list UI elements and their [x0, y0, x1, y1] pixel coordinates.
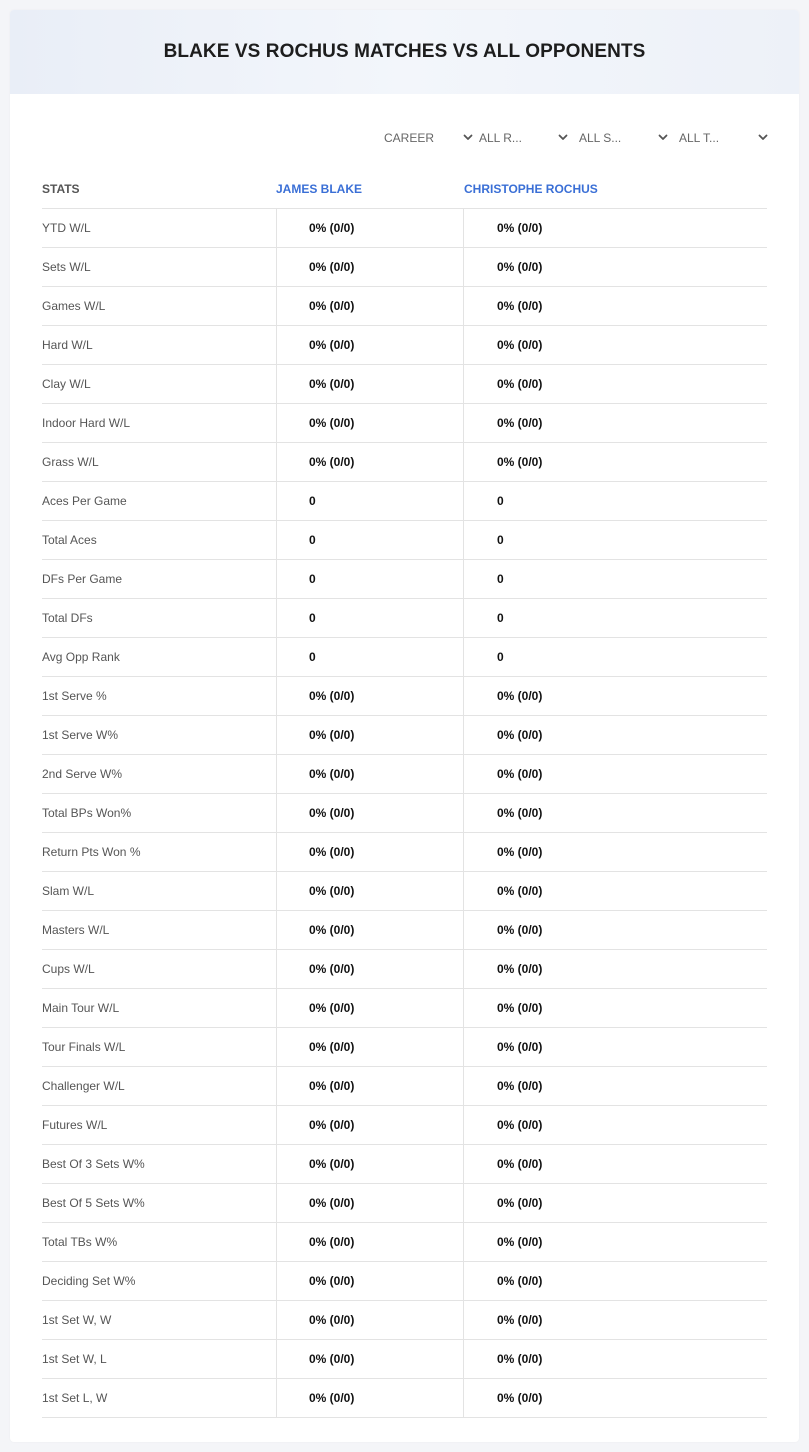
- table-row: [42, 989, 767, 1028]
- stat-label: Masters W/L: [42, 923, 110, 937]
- stats-card: [10, 10, 799, 1442]
- player2-value: 0: [463, 599, 767, 637]
- player2-value: 0% (0/0): [463, 1262, 767, 1300]
- player2-value: 0% (0/0): [463, 287, 767, 325]
- player2-value: 0% (0/0): [463, 1223, 767, 1261]
- player1-value: 0% (0/0): [276, 794, 463, 832]
- player1-value: 0% (0/0): [276, 1184, 463, 1222]
- surfaces-select-value: ALL S...: [579, 131, 622, 145]
- stat-label: Slam W/L: [42, 884, 95, 898]
- tournaments-select-value: ALL T...: [679, 131, 720, 145]
- table-row: [42, 833, 767, 872]
- player1-value: 0% (0/0): [276, 443, 463, 481]
- player2-value: 0% (0/0): [463, 794, 767, 832]
- player1-value: 0% (0/0): [276, 677, 463, 715]
- player1-value: 0% (0/0): [276, 911, 463, 949]
- stat-label: 1st Serve W%: [42, 728, 119, 742]
- stat-label: 1st Set W, W: [42, 1313, 112, 1327]
- tournaments-select[interactable]: [679, 128, 769, 148]
- rounds-select-value: ALL R...: [479, 131, 522, 145]
- player2-value: 0: [463, 560, 767, 598]
- player2-value: 0% (0/0): [463, 872, 767, 910]
- table-row: [42, 443, 767, 482]
- table-row: [42, 1067, 767, 1106]
- table-row: [42, 209, 767, 248]
- player1-value: 0% (0/0): [276, 755, 463, 793]
- table-row: [42, 365, 767, 404]
- table-row: [42, 1106, 767, 1145]
- chevron-down-icon: [657, 131, 669, 143]
- player1-value: 0: [276, 482, 463, 520]
- player1-value: 0% (0/0): [276, 1340, 463, 1378]
- stat-label: Challenger W/L: [42, 1079, 125, 1093]
- player1-value: 0% (0/0): [276, 1067, 463, 1105]
- table-row: [42, 248, 767, 287]
- stat-label: Hard W/L: [42, 338, 93, 352]
- player1-value: 0% (0/0): [276, 1028, 463, 1066]
- player1-value: 0% (0/0): [276, 326, 463, 364]
- table-row: [42, 287, 767, 326]
- player2-value: 0% (0/0): [463, 326, 767, 364]
- stat-label: Deciding Set W%: [42, 1274, 136, 1288]
- player1-value: 0% (0/0): [276, 1145, 463, 1183]
- stat-label: Total DFs: [42, 611, 93, 625]
- stat-label: Grass W/L: [42, 455, 99, 469]
- table-row: [42, 716, 767, 755]
- player2-value: 0: [463, 482, 767, 520]
- stat-label: Total BPs Won%: [42, 806, 132, 820]
- table-row: [42, 1223, 767, 1262]
- table-row: [42, 677, 767, 716]
- stat-label: Return Pts Won %: [42, 845, 141, 859]
- player1-value: 0% (0/0): [276, 716, 463, 754]
- player1-value: 0% (0/0): [276, 365, 463, 403]
- stat-label: Main Tour W/L: [42, 1001, 120, 1015]
- stat-label: Total Aces: [42, 533, 97, 547]
- player1-value: 0% (0/0): [276, 287, 463, 325]
- player1-value: 0% (0/0): [276, 872, 463, 910]
- player2-value: 0% (0/0): [463, 209, 767, 247]
- player1-value: 0% (0/0): [276, 1262, 463, 1300]
- player2-value: 0% (0/0): [463, 1301, 767, 1339]
- stat-label: YTD W/L: [42, 221, 91, 235]
- page-title: BLAKE VS ROCHUS MATCHES VS ALL OPPONENTS: [163, 41, 646, 62]
- player1-value: 0: [276, 560, 463, 598]
- player2-value: 0% (0/0): [463, 1067, 767, 1105]
- stat-label: 1st Set L, W: [42, 1391, 108, 1405]
- player2-value: 0% (0/0): [463, 716, 767, 754]
- player1-value: 0% (0/0): [276, 248, 463, 286]
- player2-value: 0% (0/0): [463, 1184, 767, 1222]
- stat-label: Games W/L: [42, 299, 106, 313]
- stats-table-body: [42, 208, 767, 1418]
- chevron-down-icon: [557, 131, 569, 143]
- table-row: [42, 794, 767, 833]
- player2-value: 0% (0/0): [463, 443, 767, 481]
- player1-value: 0% (0/0): [276, 989, 463, 1027]
- stat-label: 2nd Serve W%: [42, 767, 123, 781]
- table-row: [42, 482, 767, 521]
- table-row: [42, 560, 767, 599]
- table-row: [42, 638, 767, 677]
- stat-label: Aces Per Game: [42, 494, 127, 508]
- chevron-down-icon: [757, 131, 769, 143]
- table-row: [42, 950, 767, 989]
- period-select[interactable]: [384, 128, 474, 148]
- table-row: [42, 1262, 767, 1301]
- stat-label: 1st Serve %: [42, 689, 107, 703]
- table-row: [42, 1145, 767, 1184]
- chevron-down-icon: [462, 131, 474, 143]
- player2-value: 0% (0/0): [463, 950, 767, 988]
- stat-label: DFs Per Game: [42, 572, 123, 586]
- table-row: [42, 911, 767, 950]
- table-row: [42, 1301, 767, 1340]
- player1-value: 0% (0/0): [276, 209, 463, 247]
- stat-label: Avg Opp Rank: [42, 650, 120, 664]
- player1-value: 0: [276, 599, 463, 637]
- player2-value: 0% (0/0): [463, 911, 767, 949]
- player2-value: 0% (0/0): [463, 248, 767, 286]
- stat-label: Sets W/L: [42, 260, 91, 274]
- player1-value: 0% (0/0): [276, 1301, 463, 1339]
- player2-value: 0% (0/0): [463, 365, 767, 403]
- table-row: [42, 1028, 767, 1067]
- player2-value: 0% (0/0): [463, 989, 767, 1027]
- player1-value: 0: [276, 521, 463, 559]
- stat-label: Best Of 5 Sets W%: [42, 1196, 145, 1210]
- table-row: [42, 872, 767, 911]
- player2-value: 0% (0/0): [463, 1145, 767, 1183]
- player1-value: 0% (0/0): [276, 1223, 463, 1261]
- stat-label: Clay W/L: [42, 377, 91, 391]
- stats-column-header: STATS: [42, 182, 80, 196]
- player2-value: 0% (0/0): [463, 1379, 767, 1417]
- table-row: [42, 599, 767, 638]
- table-header: [42, 170, 767, 208]
- player2-value: 0: [463, 638, 767, 676]
- player2-value: 0: [463, 521, 767, 559]
- player1-value: 0: [276, 638, 463, 676]
- table-row: [42, 755, 767, 794]
- stat-label: Tour Finals W/L: [42, 1040, 126, 1054]
- player2-value: 0% (0/0): [463, 833, 767, 871]
- table-row: [42, 521, 767, 560]
- player2-value: 0% (0/0): [463, 404, 767, 442]
- player2-column-header[interactable]: CHRISTOPHE ROCHUS: [464, 182, 598, 196]
- filter-bar: [382, 128, 772, 148]
- player2-value: 0% (0/0): [463, 1106, 767, 1144]
- rounds-select[interactable]: [479, 128, 569, 148]
- surfaces-select[interactable]: [579, 128, 669, 148]
- player1-value: 0% (0/0): [276, 833, 463, 871]
- player1-value: 0% (0/0): [276, 1106, 463, 1144]
- table-row: [42, 1340, 767, 1379]
- table-row: [42, 404, 767, 443]
- player1-value: 0% (0/0): [276, 404, 463, 442]
- table-row: [42, 1184, 767, 1223]
- player2-value: 0% (0/0): [463, 677, 767, 715]
- table-row: [42, 326, 767, 365]
- player2-value: 0% (0/0): [463, 755, 767, 793]
- stat-label: Indoor Hard W/L: [42, 416, 131, 430]
- period-select-value: CAREER: [384, 131, 435, 145]
- player2-value: 0% (0/0): [463, 1028, 767, 1066]
- table-row: [42, 1379, 767, 1418]
- card-header: [10, 10, 799, 94]
- stat-label: Total TBs W%: [42, 1235, 118, 1249]
- stat-label: 1st Set W, L: [42, 1352, 107, 1366]
- player2-value: 0% (0/0): [463, 1340, 767, 1378]
- player1-value: 0% (0/0): [276, 1379, 463, 1417]
- stat-label: Cups W/L: [42, 962, 95, 976]
- stat-label: Futures W/L: [42, 1118, 108, 1132]
- player1-value: 0% (0/0): [276, 950, 463, 988]
- stat-label: Best Of 3 Sets W%: [42, 1157, 145, 1171]
- player1-column-header[interactable]: JAMES BLAKE: [276, 182, 363, 196]
